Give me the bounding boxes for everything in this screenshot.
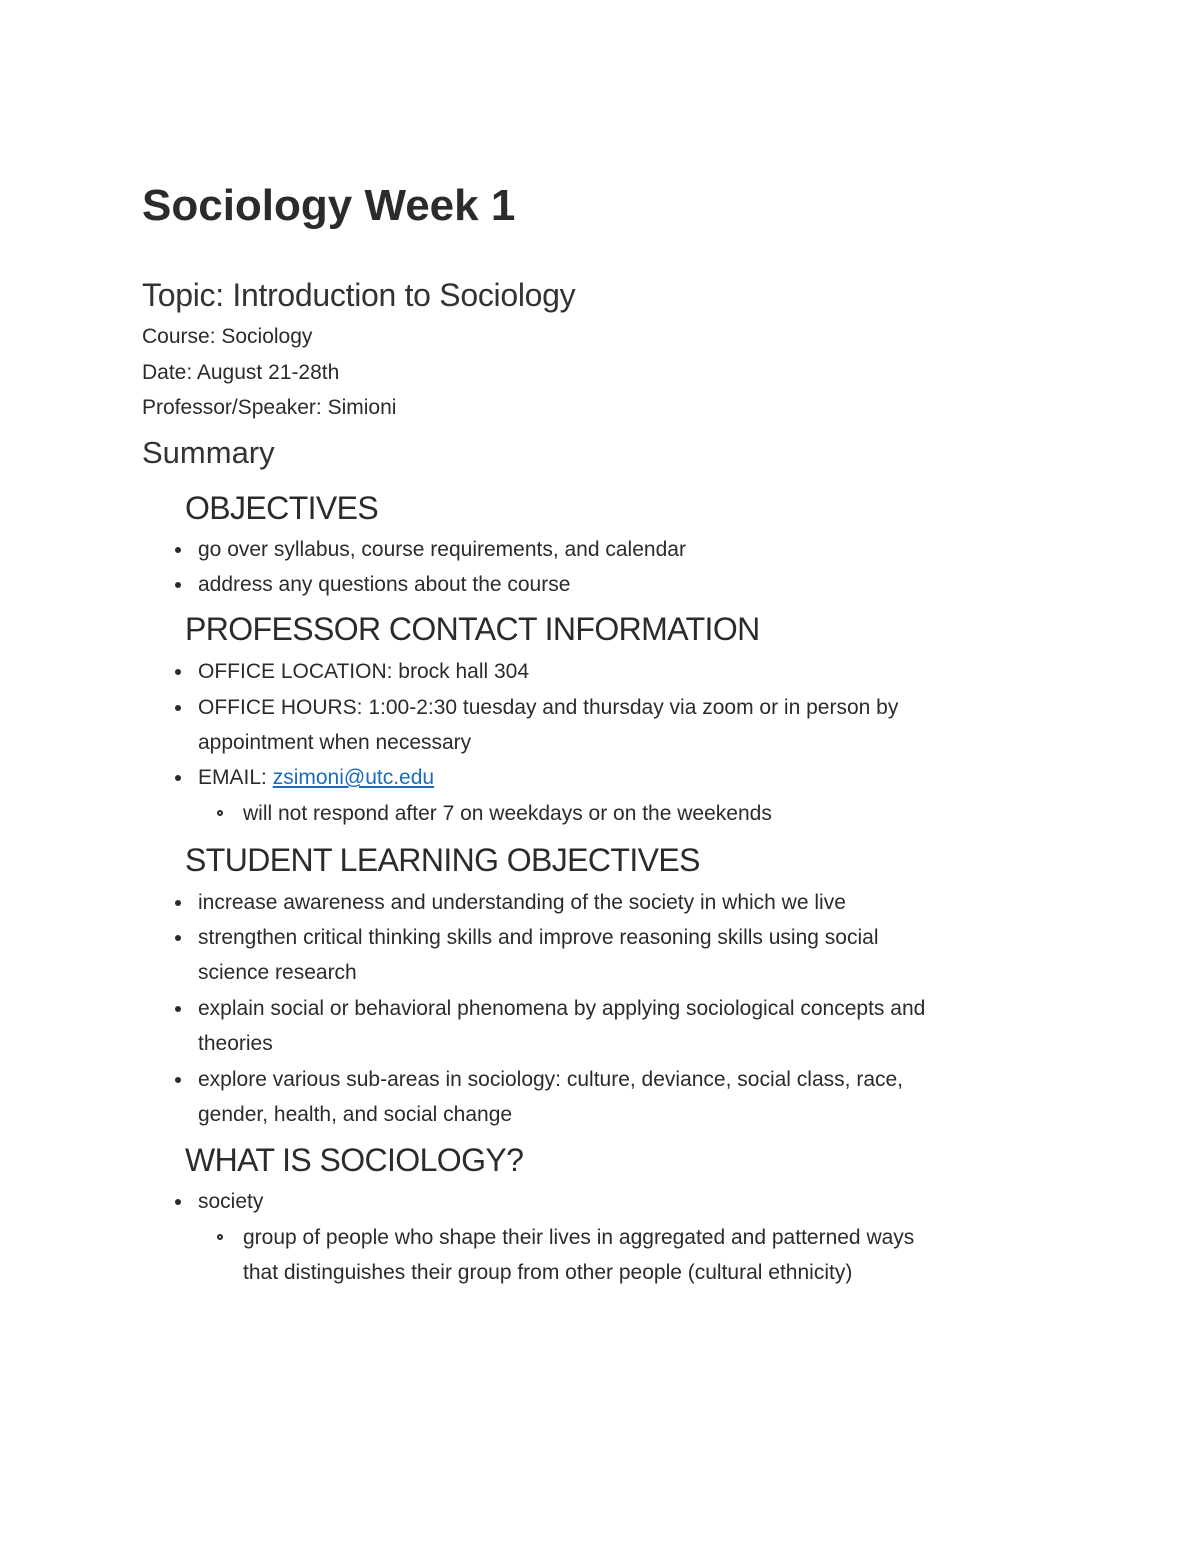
- objectives-heading: OBJECTIVES: [185, 490, 379, 526]
- sub-bullet-icon: [217, 1234, 223, 1240]
- email-item: [198, 760, 1048, 795]
- sub-bullet-icon: [217, 810, 223, 816]
- learning-objectives-heading: STUDENT LEARNING OBJECTIVES: [185, 842, 700, 878]
- date-line: Date: August 21-28th: [142, 361, 340, 384]
- bullet-icon: [175, 547, 181, 553]
- topic-heading: Topic: Introduction to Sociology: [142, 277, 576, 313]
- office-location-item: OFFICE LOCATION: brock hall 304: [198, 660, 530, 683]
- sub-list-item: will not respond after 7 on weekdays or on the weekends: [243, 802, 772, 825]
- list-item: strengthen critical thinking skills and improve reasoning skills using social: [198, 926, 879, 949]
- bullet-icon: [175, 1199, 181, 1205]
- email-label: EMAIL:: [198, 766, 273, 789]
- office-hours-item: OFFICE HOURS: 1:00-2:30 tuesday and thursday via zoom or in person by: [198, 696, 899, 719]
- professor-line: Professor/Speaker: Simioni: [142, 396, 397, 419]
- list-item: explore various sub-areas in sociology: culture, deviance, social class, race,: [198, 1068, 904, 1091]
- bullet-icon: [175, 1077, 181, 1083]
- contact-heading: PROFESSOR CONTACT INFORMATION: [185, 611, 760, 647]
- office-hours-item-continued: appointment when necessary: [198, 731, 472, 754]
- sub-list-item: group of people who shape their lives in aggregated and patterned ways: [243, 1226, 915, 1249]
- list-item-continued: science research: [198, 961, 357, 984]
- email-link[interactable]: zsimoni@utc.edu: [272, 766, 435, 789]
- bullet-icon: [175, 900, 181, 906]
- list-item: increase awareness and understanding of the society in which we live: [198, 891, 846, 914]
- bullet-icon: [175, 935, 181, 941]
- bullet-icon: [175, 1006, 181, 1012]
- list-item: society: [198, 1190, 264, 1213]
- sub-list-item-continued: that distinguishes their group from other people (cultural ethnicity): [243, 1261, 853, 1284]
- what-is-sociology-heading: WHAT IS SOCIOLOGY?: [185, 1142, 524, 1178]
- list-item: explain social or behavioral phenomena by applying sociological concepts and: [198, 997, 926, 1020]
- bullet-icon: [175, 669, 181, 675]
- list-item: go over syllabus, course requirements, and calendar: [198, 538, 686, 561]
- summary-heading: Summary: [142, 435, 275, 470]
- course-line: Course: Sociology: [142, 325, 313, 348]
- list-item: address any questions about the course: [198, 573, 571, 596]
- list-item-continued: theories: [198, 1032, 273, 1055]
- bullet-icon: [175, 705, 181, 711]
- page-title: Sociology Week 1: [142, 181, 516, 230]
- bullet-icon: [175, 775, 181, 781]
- list-item-continued: gender, health, and social change: [198, 1103, 513, 1126]
- bullet-icon: [175, 582, 181, 588]
